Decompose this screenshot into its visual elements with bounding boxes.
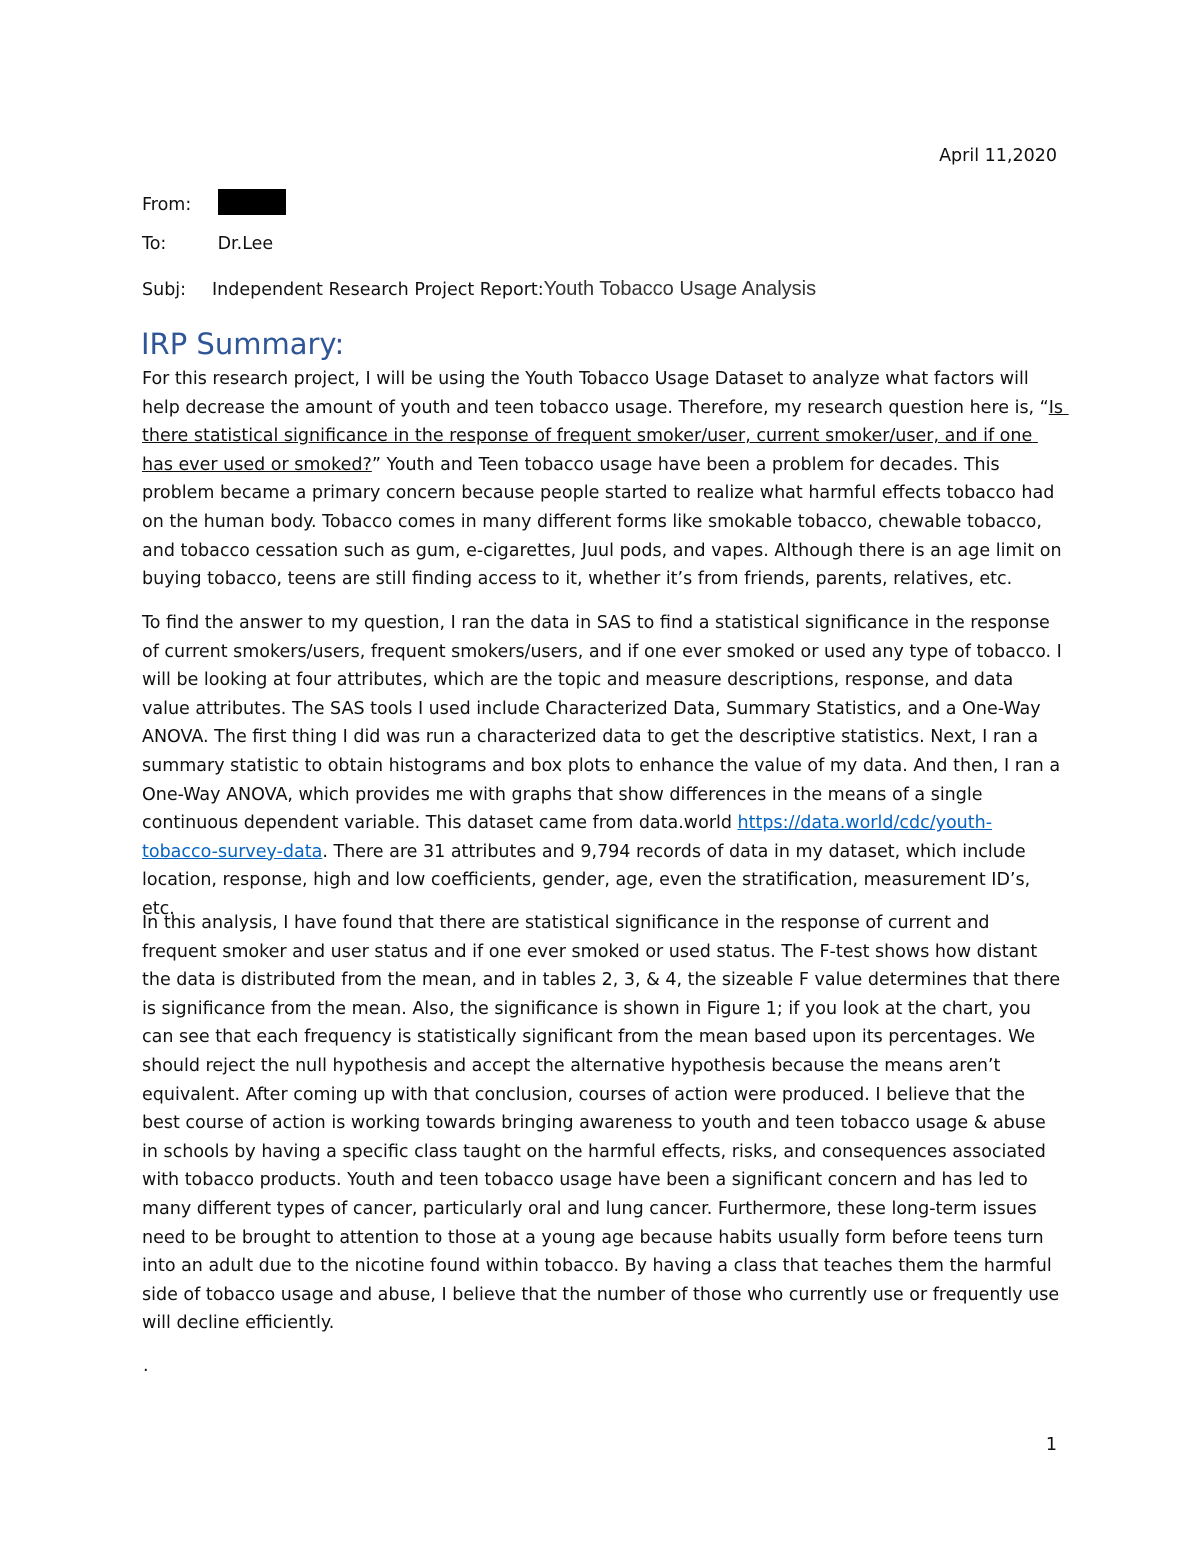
memo-subject-title: Youth Tobacco Usage Analysis	[543, 278, 817, 300]
memo-to-row	[142, 233, 273, 255]
paragraph-2-after-link: . There are 31 attributes and 9,794 records of data in my dataset, which include location, response, high and low coefficients, gender, age, even the stratification, measurement ID’s, etc.	[142, 841, 1036, 919]
memo-from-row	[142, 189, 286, 216]
paragraph-1-intro: For this research project, I will be using the Youth Tobacco Usage Dataset to analyze what factors will help decrease the amount of youth and teen tobacco usage. Therefore, my research question here is, “	[142, 369, 1049, 418]
paragraph-1-rest: ” Youth and Teen tobacco usage have been a problem for decades. This problem became a primary concern because people started to realize what harmful effects tobacco had on the human body. Tobacco comes in many different forms like smokable tobacco, chewable tobacco, and tobacco cessation such as gum, e-cigarettes, Juul pods, and vapes. Although there is an age limit on buying tobacco, teens are still finding access to it, whether it’s from friends, parents, relatives, etc.	[142, 454, 1068, 590]
memo-subject-label: Subj:	[142, 280, 187, 300]
research-question: Is there statistical significance in the response of frequent smoker/user, current smoker/user, and if one has ever used or smoked?	[142, 397, 1069, 475]
section-heading: IRP Summary:	[141, 327, 345, 361]
trailing-dot: .	[143, 1356, 149, 1376]
memo-subject-prefix: Independent Research Project Report:	[212, 280, 544, 300]
memo-date: April 11,2020	[939, 146, 1057, 166]
memo-from-label: From:	[142, 195, 192, 215]
memo-subject-row	[142, 278, 816, 301]
page-number: 1	[1045, 1435, 1057, 1455]
summary-paragraph-3: In this analysis, I have found that there are statistical significance in the response of current and frequent smoker and user status and if one ever smoked or used status. The F-test shows how distant the data is distributed from the mean, and in tables 2, 3, & 4, the sizeable F value determines that there is significance from the mean. Also, the significance is shown in Figure 1; if you look at the chart, you can see that each frequency is statistically significant from the mean based upon its percentages. We should reject the null hypothesis and accept the alternative hypothesis because the means aren’t equivalent. After coming up with that conclusion, courses of action were produced. I believe that the best course of action is working towards bringing awareness to youth and teen tobacco usage & abuse in schools by having a specific class taught on the harmful effects, risks, and consequences associated with tobacco products. Youth and teen tobacco usage have been a significant concern and has led to many different types of cancer, particularly oral and lung cancer. Furthermore, these long-term issues need to be brought to attention to those at a young age because habits usually form before teens turn into an adult due to the nicotine found within tobacco. By having a class that teaches them the harmful side of tobacco usage and abuse, I believe that the number of those who currently use or frequently use will decline efficiently.	[142, 913, 1061, 1334]
summary-paragraph-2	[142, 609, 1068, 924]
redacted-sender-block	[218, 189, 286, 215]
summary-paragraph-1	[142, 365, 1069, 594]
paragraph-2-before-link: To find the answer to my question, I ran the data in SAS to find a statistical significance in the response of current smokers/users, frequent smokers/users, and if one ever smoked or used any type of tobacco. I will be looking at four attributes, which are the topic and measure descriptions, response, and data value attributes. The SAS tools I used include Characterized Data, Summary Statistics, and a One-Way ANOVA. The first thing I did was run a characterized data to get the descriptive statistics. Next, I ran a summary statistic to obtain histograms and box plots to enhance the value of my data. And then, I ran a One-Way ANOVA, which provides me with graphs that show differences in the means of a single continuous dependent variable. This dataset came from data.world	[142, 613, 1068, 834]
memo-to-value: Dr.Lee	[217, 234, 274, 254]
dataset-link[interactable]: https://data.world/cdc/youth-tobacco-survey-data	[142, 813, 993, 862]
memo-to-label: To:	[142, 234, 167, 254]
